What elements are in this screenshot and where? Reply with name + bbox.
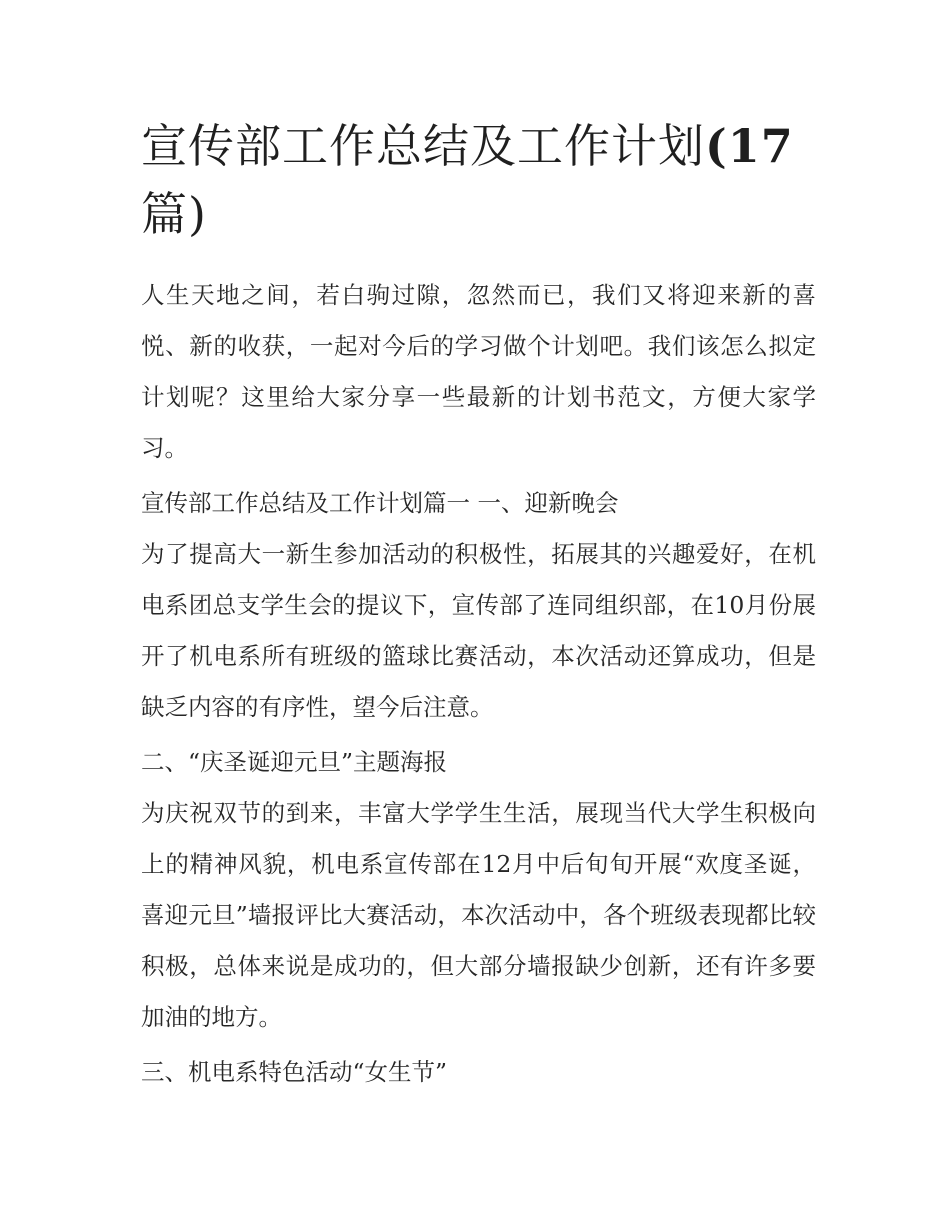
intro-paragraph: 人生天地之间，若白驹过隙，忽然而已，我们又将迎来新的喜悦、新的收获，一起对今后的学习做个计划吧。我们该怎么拟定计划呢？这里给大家分享一些最新的计划书范文，方便大家学习。: [141, 281, 816, 462]
document-page: [141, 112, 816, 1098]
document-title: [141, 112, 816, 248]
section3-heading: 三、机电系特色活动“女生节”: [141, 1058, 448, 1086]
title-line2: 篇): [141, 187, 207, 241]
title-main: 宣传部工作总结及工作计划: [141, 119, 705, 173]
section1-heading: 宣传部工作总结及工作计划篇一 一、迎新晚会: [141, 489, 619, 517]
title-suffix: (17: [705, 119, 794, 173]
section2-heading: 二、“庆圣诞迎元旦”主题海报: [141, 748, 448, 776]
section2-body: 为庆祝双节的到来，丰富大学学生生活，展现当代大学生积极向上的精神风貌，机电系宣传部在12月中后旬旬开展“欢度圣诞，喜迎元旦”墙报评比大赛活动，本次活动中，各个班级表现都比较积极，总体来说是成功的，但大部分墙报缺少创新，还有许多要加油的地方。: [141, 799, 816, 1031]
section1-body: 为了提高大一新生参加活动的积极性，拓展其的兴趣爱好，在机电系团总支学生会的提议下，宣传部了连同组织部，在10月份展开了机电系所有班级的篮球比赛活动，本次活动还算成功，但是缺乏内容的有序性，望今后注意。: [141, 540, 816, 721]
